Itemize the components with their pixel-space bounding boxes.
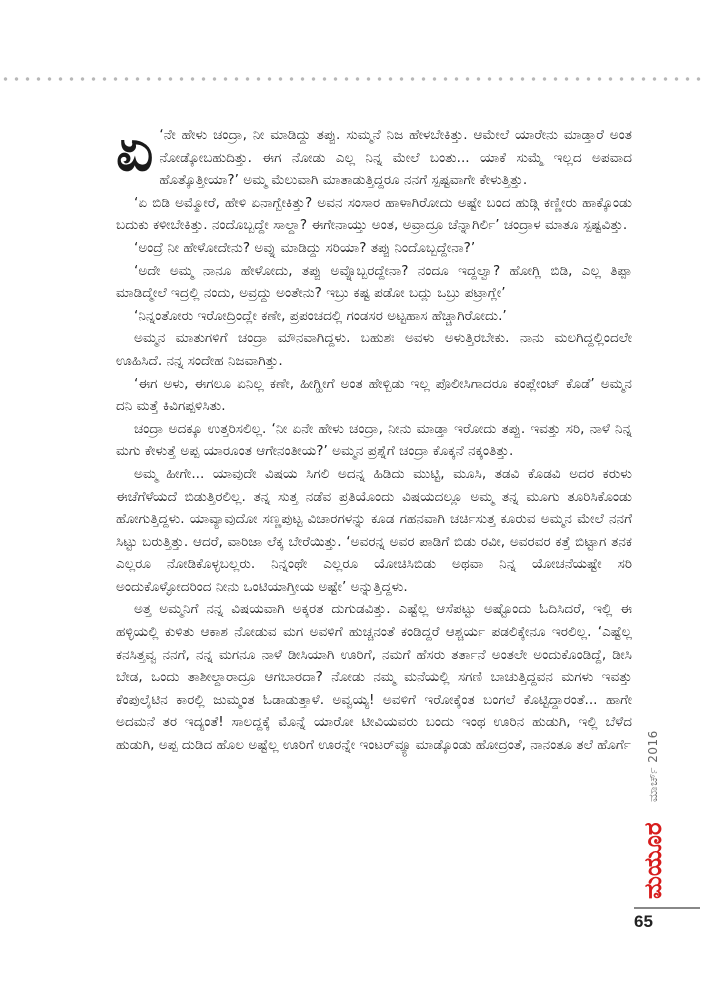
article-paragraph: ಅಮ್ಮನ ಮಾತುಗಳಿಗೆ ಚಂದ್ರಾ ಮೌನವಾಗಿದ್ದಳು. ಬಹುಶಃ ಅವಳು ಅಳುತ್ತಿರಬೇಕು. ನಾನು ಮಲಗಿದ್ದಲ್ಲಿಂದಲೇ ಊಹಿಸಿದೆ. ನನ್ನ ಸಂದೇಹ ನಿಜವಾಗಿತ್ತು. xyxy=(116,330,632,369)
article-paragraph: ‘ಈಗ ಅಳು, ಈಗಲೂ ಏನಿಲ್ಲ ಕಣೇ, ಹೀಗ್ಹೀಗೆ ಅಂತ ಹೇಳ್ಬಿಡು ಇಲ್ಲ ಪೊಲೀಸಿಗಾದರೂ ಕಂಪ್ಲೇಂಟ್ ಕೊಡೆ’ ಅಮ್ಮನ ದನಿ ಮತ್ತೆ ಕಿವಿಗಪ್ಪಳಿಸಿತು. xyxy=(116,375,632,415)
page-number: 65 xyxy=(634,912,653,931)
magazine-logo: ಮಯೂರ xyxy=(639,822,667,900)
drop-cap: ಏ xyxy=(116,116,154,184)
article-paragraph: ‘ಏ ಬಿಡಿ ಅಮ್ಮೋರೆ, ಹೇಳಿ ಏನಾಗ್ಬೇಕಿತ್ತು? ಅವನ ಸಂಸಾರ ಹಾಳಾಗಿರೋದು ಅಷ್ಟೇ ಬಂದ ಹುಡ್ಗಿ ಕಣ್ಣೀರು ಹಾಕ್ಕೊಂಡು ಬದುಕು ಕಳೀಬೇಕಿತ್ತು. ನಂದೊಬ್ಬದ್ದೇ ಸಾಲ್ದಾ? ಈಗೇನಾಯ್ತು ಅಂತ, ಅವ್ರಾದ್ರೂ ಚೆನ್ನಾಗಿರ್ಲಿ’ ಚಂದ್ರಾಳ ಮಾತೂ ಸ್ಪಷ್ಟವಿತ್ತು. xyxy=(116,194,632,234)
article-paragraph: ಚಂದ್ರಾ ಅದಕ್ಕೂ ಉತ್ತರಿಸಲಿಲ್ಲ. ‘ನೀ ಏನೇ ಹೇಳು ಚಂದ್ರಾ, ನೀನು ಮಾಡ್ತಾ ಇರೋದು ತಪ್ಪು. ಇವತ್ತು ಸರಿ, ನಾಳೆ ನಿನ್ನ ಮಗು ಕೇಳುತ್ತೆ ಅಪ್ಪ ಯಾರೂಂತ ಆಗೇನಂತೀಯ?’ ಅಮ್ಮನ ಪ್ರಶ್ನೆಗೆ ಚಂದ್ರಾ ಕೊಕ್ಕನೆ ನಕ್ಕಂತಿತ್ತು. xyxy=(116,420,632,460)
magazine-masthead xyxy=(636,720,670,920)
article-body xyxy=(116,116,632,757)
article-paragraph xyxy=(116,116,632,192)
issue-date: ಮಾರ್ಚ್ 2016 xyxy=(646,730,660,802)
paragraph-text: ‘ನೇ ಹೇಳು ಚಂದ್ರಾ, ನೀ ಮಾಡಿದ್ದು ತಪ್ಪು. ಸುಮ್ಮನೆ ನಿಜ ಹೇಳಬೇಕಿತ್ತು. ಆಮೇಲೆ ಯಾರೇನು ಮಾಡ್ತಾರೆ ಅಂತ ನೋಡ್ಕೋಬಹುದಿತ್ತು. ಈಗ ನೋಡು ಎಲ್ಲ ನಿನ್ನ ಮೇಲೆ ಬಂತು... ಯಾಕೆ ಸುಮ್ಮೆ ಇಲ್ಲದ ಅಪವಾದ ಹೊತ್ಕೊತ್ತೀಯಾ?’ ಅಮ್ಮ ಮೆಲುವಾಗಿ ಮಾತಾಡುತ್ತಿದ್ದರೂ ನನಗೆ ಸ್ಪಷ್ಟವಾಗೇ ಕೇಳುತ್ತಿತ್ತು. xyxy=(159,127,632,189)
dotted-top-border xyxy=(0,76,703,82)
article-paragraph: ‘ಅಂದ್ರೆ ನೀ ಹೇಳೋದೇನು? ಅವ್ನು ಮಾಡಿದ್ದು ಸರಿಯಾ? ತಪ್ಪು ನಿಂದೊಬ್ಬದ್ದೇನಾ?’ xyxy=(134,239,476,256)
article-paragraph: ಅಮ್ಮ ಹೀಗೇ... ಯಾವುದೇ ವಿಷಯ ಸಿಗಲಿ ಅದನ್ನ ಹಿಡಿದು ಮುಟ್ಟಿ, ಮೂಸಿ, ತಡವಿ ಕೊಡವಿ ಅದರ ಕರುಳು ಈಚೆಗೆಳೆಯದೆ ಬಿಡುತ್ತಿರಲಿಲ್ಲ. ತನ್ನ ಸುತ್ತ ನಡೆವ ಪ್ರತಿಯೊಂದು ವಿಷಯದಲ್ಲೂ ಅಮ್ಮ ತನ್ನ ಮೂಗು ತೂರಿಸಿಕೊಂಡು ಹೋಗುತ್ತಿದ್ದಳು. ಯಾವ್ಯಾವುದೋ ಸಣ್ಣಪುಟ್ಟ ವಿಚಾರಗಳನ್ನು ಕೂಡ ಗಹನವಾಗಿ ಚರ್ಚಿಸುತ್ತ ಕೂರುವ ಅಮ್ಮನ ಮೇಲೆ ನನಗೆ ಸಿಟ್ಟು ಬರುತ್ತಿತ್ತು. ಆದರೆ, ವಾರಿಜಾ ಲೆಕ್ಕ ಬೇರೆಯಿತ್ತು. ‘ಅವರನ್ನ ಅವರ ಪಾಡಿಗೆ ಬಿಡು ರವೀ, ಅವರವರ ಕತ್ತೆ ಬಿಟ್ಟಾಗ ತನಕ ಎಲ್ಲರೂ ನೋಡಿಕೊಳ್ಳಬಲ್ಲರು. ನಿನ್ನಂಥೇ ಎಲ್ಲರೂ ಯೋಚಿಸಿಬಿಡು ಅಥವಾ ನಿನ್ನ ಯೋಚನೆಯಷ್ಟೇ ಸರಿ ಅಂದುಕೊಳ್ಳೋದರಿಂದ ನೀನು ಒಂಟಿಯಾಗ್ತೀಯ ಅಷ್ಟೇ’ ಅನ್ನುತ್ತಿದ್ದಳು. xyxy=(116,465,632,595)
article-paragraph: ‘ಅದೇ ಅಮ್ಮ ನಾನೂ ಹೇಳೋದು, ತಪ್ಪು ಅವ್ನೊಬ್ಬರದ್ದೇನಾ? ನಂದೂ ಇದ್ದಲ್ವಾ? ಹೋಗ್ಲಿ ಬಿಡಿ, ಎಲ್ಲ ತಿಪ್ಪಾ ಮಾಡಿದ್ಮೇಲೆ ಇದ್ರಲ್ಲಿ ನಂದು, ಅವ್ರದ್ದು ಅಂತೇನು? ಇಬ್ರು ಕಷ್ಟ ಪಡೋ ಬದ್ಲು ಒಬ್ರು ಪಟ್ರಾಗ್ಲೇ’ xyxy=(116,262,632,302)
footer-rule xyxy=(634,907,700,909)
article-paragraph: ‘ನಿನ್ನಂತೋರು ಇರೋದ್ರಿಂದ್ಲೇ ಕಣೇ, ಪ್ರಪಂಚದಲ್ಲಿ ಗಂಡಸರ ಅಟ್ಟಹಾಸ ಹೆಚ್ಚಾಗಿರೋದು.’ xyxy=(134,307,507,324)
article-paragraph: ಅತ್ತ ಅಮ್ಮನಿಗೆ ನನ್ನ ವಿಷಯವಾಗಿ ಅಕ್ಕರತ ದುಗುಡವಿತ್ತು. ಎಷ್ಟೆಲ್ಲ ಆಸೆಪಟ್ಟು ಅಷ್ಟೊಂದು ಓದಿಸಿದರೆ, ಇಲ್ಲಿ ಈ ಹಳ್ಳಿಯಲ್ಲಿ ಕುಳಿತು ಆಕಾಶ ನೋಡುವ ಮಗ ಅವಳಿಗೆ ಹುಚ್ಚನಂತೆ ಕಂಡಿದ್ದರೆ ಆಶ್ಚರ್ಯ ಪಡಲಿಕ್ಕೇನೂ ಇರಲಿಲ್ಲ. ‘ಎಷ್ಟೆಲ್ಲ ಕನಸಿತ್ತವ್ವ ನನಗೆ, ನನ್ನ ಮಗನೂ ನಾಳೆ ಡೀಸಿಯಾಗಿ ಊರಿಗೆ, ನಮಗೆ ಹೆಸರು ತರ್ತಾನೆ ಅಂತಲೇ ಅಂದುಕೊಂಡಿದ್ದೆ, ಡೀಸಿ ಬೇಡ, ಒಂದು ತಾಶೀಲ್ದಾರಾದ್ರೂ ಆಗಬಾರದಾ? ನೋಡು ನಮ್ಮ ಮನೆಯಲ್ಲಿ ಸಗಣಿ ಬಾಚುತ್ತಿದ್ದವನ ಮಗಳು ಇವತ್ತು ಕೆಂಪುಲೈಟಿನ ಕಾರಲ್ಲಿ ಜುಮ್ಮಂತ ಓಡಾಡುತ್ತಾಳೆ. ಅವ್ವಯ್ಯ! ಅವಳಿಗೆ ಇರೋಕ್ಕೆಂತ ಬಂಗಲೆ ಕೊಟ್ಟಿದ್ದಾರಂತೆ... ಹಾಗೇ ಅದಮನೆ ತರ ಇದ್ಯಂತೆ! ಸಾಲದ್ದಕ್ಕೆ ಮೊನ್ನೆ ಯಾರೋ ಟೀವಿಯವರು ಬಂದು ಇಂಥ ಊರಿನ ಹುಡುಗಿ, ಇಲ್ಲಿ ಬೆಳೆದ ಹುಡುಗಿ, ಅಪ್ಪ ದುಡಿದ ಹೊಲ ಅಷ್ಟೆಲ್ಲ ಊರಿಗೆ ಊರನ್ನೇ ಇಂಟರ್‌ವ್ಯೂ ಮಾಡ್ಕೊಂಡು ಹೋದ್ರಂತೆ, ನಾನಂತೂ ತಲೆ ಹೊರ್ಗೆ xyxy=(116,601,632,754)
